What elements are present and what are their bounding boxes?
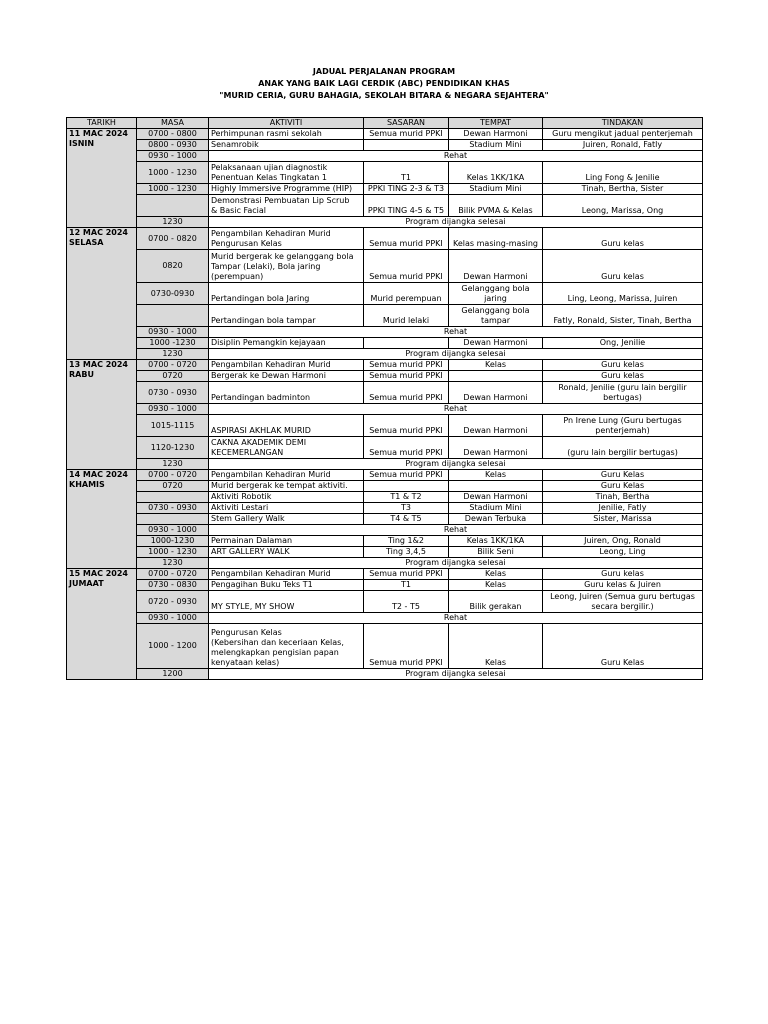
header-masa: MASA	[137, 118, 209, 129]
tempat-cell: Stadium Mini	[449, 140, 543, 151]
masa-cell: 0730 - 0930	[137, 382, 209, 404]
masa-cell: 1120-1230	[137, 437, 209, 459]
tempat-cell: Stadium Mini	[449, 184, 543, 195]
header-tempat: TEMPAT	[449, 118, 543, 129]
header-tindakan: TINDAKAN	[543, 118, 703, 129]
tindakan-cell: Leong, Marissa, Ong	[543, 195, 703, 217]
tindakan-cell: Guru Kelas	[543, 481, 703, 492]
tempat-cell: Kelas 1KK/1KA	[449, 536, 543, 547]
masa-cell: 1200	[137, 669, 209, 680]
tindakan-cell: Guru kelas	[543, 360, 703, 371]
masa-cell: 0720 - 0930	[137, 591, 209, 613]
document-subtitle: ANAK YANG BAIK LAGI CERDIK (ABC) PENDIDIKAN KHAS	[258, 79, 510, 88]
sasaran-cell: Murid perempuan	[364, 283, 449, 305]
masa-cell: 1000 - 1200	[137, 624, 209, 669]
span-cell: Program dijangka selesai	[209, 558, 703, 569]
aktiviti-cell: Pertandingan bola Jaring	[209, 283, 364, 305]
masa-cell: 0720	[137, 371, 209, 382]
schedule-row	[67, 217, 703, 228]
day-date: 11 MAC 2024	[69, 129, 128, 138]
tindakan-cell: Pn Irene Lung (Guru bertugas penterjemah)	[543, 415, 703, 437]
sasaran-cell: Semua murid PPKI	[364, 360, 449, 371]
schedule-row	[67, 580, 703, 591]
aktiviti-cell: Murid bergerak ke gelanggang bola Tampar (Lelaki), Bola jaring (perempuan)	[209, 250, 364, 283]
day-name: ISNIN	[69, 139, 95, 148]
span-cell: Rehat	[209, 151, 703, 162]
masa-cell: 0700 - 0800	[137, 129, 209, 140]
masa-cell: 1000 - 1230	[137, 184, 209, 195]
day-cell	[67, 129, 137, 228]
sasaran-cell	[364, 338, 449, 349]
sasaran-cell: T4 & T5	[364, 514, 449, 525]
schedule-row	[67, 349, 703, 360]
tindakan-cell: Guru kelas & Juiren	[543, 580, 703, 591]
masa-cell: 0730 - 0930	[137, 503, 209, 514]
masa-cell: 0730-0930	[137, 283, 209, 305]
tempat-cell: Kelas masing-masing	[449, 228, 543, 250]
sasaran-cell: Semua murid PPKI	[364, 569, 449, 580]
masa-cell: 1000 - 1230	[137, 162, 209, 184]
sasaran-cell: T1	[364, 580, 449, 591]
aktiviti-cell: Pelaksanaan ujian diagnostik Penentuan Kelas Tingkatan 1	[209, 162, 364, 184]
header-tarikh: TARIKH	[67, 118, 137, 129]
schedule-row	[67, 162, 703, 184]
masa-cell	[137, 492, 209, 503]
day-date: 12 MAC 2024	[69, 228, 128, 237]
aktiviti-cell: Highly Immersive Programme (HIP)	[209, 184, 364, 195]
masa-cell: 1230	[137, 459, 209, 470]
schedule-row	[67, 415, 703, 437]
tindakan-cell: Ong, Jenilie	[543, 338, 703, 349]
schedule-row	[67, 195, 703, 217]
span-cell: Rehat	[209, 327, 703, 338]
schedule-row	[67, 228, 703, 250]
schedule-row	[67, 250, 703, 283]
sasaran-cell: Semua murid PPKI	[364, 250, 449, 283]
masa-cell: 1230	[137, 558, 209, 569]
schedule-row	[67, 613, 703, 624]
tindakan-cell: Guru Kelas	[543, 624, 703, 669]
masa-cell: 1230	[137, 217, 209, 228]
span-cell: Rehat	[209, 525, 703, 536]
aktiviti-cell: Bergerak ke Dewan Harmoni	[209, 371, 364, 382]
tempat-cell: Bilik PVMA & Kelas	[449, 195, 543, 217]
aktiviti-cell: Pengambilan Kehadiran Murid	[209, 569, 364, 580]
tindakan-cell: Ling Fong & Jenilie	[543, 162, 703, 184]
aktiviti-cell: Pengurusan Kelas (Kebersihan dan keceriaan Kelas, melengkapkan pengisian papan kenyataan kelas)	[209, 624, 364, 669]
tempat-cell	[449, 481, 543, 492]
tindakan-cell: Guru mengikut jadual penterjemah	[543, 129, 703, 140]
sasaran-cell: Semua murid PPKI	[364, 470, 449, 481]
tindakan-cell: Ronald, Jenilie (guru lain bergilir bertugas)	[543, 382, 703, 404]
tempat-cell	[449, 371, 543, 382]
schedule-row	[67, 514, 703, 525]
tindakan-cell: Guru Kelas	[543, 470, 703, 481]
document-motto: "MURID CERIA, GURU BAHAGIA, SEKOLAH BITARA & NEGARA SEJAHTERA"	[219, 91, 549, 100]
day-date: 14 MAC 2024	[69, 470, 128, 479]
masa-cell: 1230	[137, 349, 209, 360]
table-header-row	[67, 118, 703, 129]
schedule-row	[67, 283, 703, 305]
tempat-cell: Kelas	[449, 360, 543, 371]
tempat-cell: Kelas	[449, 580, 543, 591]
schedule-row	[67, 360, 703, 371]
document-title: JADUAL PERJALANAN PROGRAM	[312, 67, 456, 76]
masa-cell: 0930 - 1000	[137, 327, 209, 338]
masa-cell: 0930 - 1000	[137, 613, 209, 624]
masa-cell	[137, 305, 209, 327]
aktiviti-cell: CAKNA AKADEMIK DEMI KECEMERLANGAN	[209, 437, 364, 459]
tempat-cell: Dewan Harmoni	[449, 250, 543, 283]
schedule-row	[67, 151, 703, 162]
aktiviti-cell: Pengambilan Kehadiran Murid	[209, 360, 364, 371]
masa-cell	[137, 195, 209, 217]
tempat-cell: Dewan Harmoni	[449, 415, 543, 437]
masa-cell: 1000 - 1230	[137, 547, 209, 558]
sasaran-cell: Semua murid PPKI	[364, 624, 449, 669]
masa-cell: 0700 - 0820	[137, 228, 209, 250]
tempat-cell: Dewan Terbuka	[449, 514, 543, 525]
span-cell: Program dijangka selesai	[209, 459, 703, 470]
sasaran-cell: T3	[364, 503, 449, 514]
masa-cell: 0930 - 1000	[137, 404, 209, 415]
aktiviti-cell: Pengambilan Kehadiran Murid	[209, 470, 364, 481]
masa-cell: 0930 - 1000	[137, 525, 209, 536]
masa-cell: 0720	[137, 481, 209, 492]
masa-cell: 1000 -1230	[137, 338, 209, 349]
aktiviti-cell: Pengagihan Buku Teks T1	[209, 580, 364, 591]
sasaran-cell	[364, 140, 449, 151]
day-name: RABU	[69, 370, 94, 379]
aktiviti-cell: Disiplin Pemangkin kejayaan	[209, 338, 364, 349]
tempat-cell: Bilik gerakan	[449, 591, 543, 613]
schedule-row	[67, 624, 703, 669]
schedule-row	[67, 503, 703, 514]
sasaran-cell: PPKI TING 4-5 & T5	[364, 195, 449, 217]
tempat-cell: Kelas	[449, 470, 543, 481]
span-cell: Program dijangka selesai	[209, 217, 703, 228]
schedule-row	[67, 470, 703, 481]
schedule-row	[67, 459, 703, 470]
schedule-row	[67, 492, 703, 503]
schedule-row	[67, 140, 703, 151]
tempat-cell: Gelanggang bola jaring	[449, 283, 543, 305]
schedule-row	[67, 669, 703, 680]
masa-cell	[137, 514, 209, 525]
aktiviti-cell: Perhimpunan rasmi sekolah	[209, 129, 364, 140]
tindakan-cell: Guru kelas	[543, 569, 703, 580]
tempat-cell: Dewan Harmoni	[449, 492, 543, 503]
sasaran-cell: Murid lelaki	[364, 305, 449, 327]
schedule-row	[67, 558, 703, 569]
tempat-cell: Dewan Harmoni	[449, 437, 543, 459]
schedule-row	[67, 437, 703, 459]
tindakan-cell: Leong, Ling	[543, 547, 703, 558]
aktiviti-cell: Pertandingan badminton	[209, 382, 364, 404]
masa-cell: 1015-1115	[137, 415, 209, 437]
schedule-body	[67, 129, 703, 680]
schedule-row	[67, 129, 703, 140]
span-cell: Rehat	[209, 613, 703, 624]
day-cell	[67, 360, 137, 470]
masa-cell: 1000-1230	[137, 536, 209, 547]
span-cell: Rehat	[209, 404, 703, 415]
schedule-row	[67, 305, 703, 327]
tindakan-cell: Fatly, Ronald, Sister, Tinah, Bertha	[543, 305, 703, 327]
sasaran-cell: PPKI TING 2-3 & T3	[364, 184, 449, 195]
masa-cell: 0700 - 0720	[137, 569, 209, 580]
tempat-cell: Kelas	[449, 569, 543, 580]
schedule-row	[67, 338, 703, 349]
sasaran-cell: T1	[364, 162, 449, 184]
aktiviti-cell: Pengambilan Kehadiran Murid Pengurusan Kelas	[209, 228, 364, 250]
masa-cell: 0930 - 1000	[137, 151, 209, 162]
schedule-row	[67, 382, 703, 404]
aktiviti-cell: Pertandingan bola tampar	[209, 305, 364, 327]
sasaran-cell	[364, 481, 449, 492]
schedule-row	[67, 327, 703, 338]
masa-cell: 0700 - 0720	[137, 360, 209, 371]
tempat-cell: Stadium Mini	[449, 503, 543, 514]
schedule-row	[67, 536, 703, 547]
sasaran-cell: Semua murid PPKI	[364, 129, 449, 140]
schedule-row	[67, 481, 703, 492]
schedule-row	[67, 184, 703, 195]
day-cell	[67, 470, 137, 569]
aktiviti-cell: ART GALLERY WALK	[209, 547, 364, 558]
aktiviti-cell: MY STYLE, MY SHOW	[209, 591, 364, 613]
sasaran-cell: Ting 3,4,5	[364, 547, 449, 558]
tindakan-cell: Sister, Marissa	[543, 514, 703, 525]
sasaran-cell: Semua murid PPKI	[364, 382, 449, 404]
aktiviti-cell: Aktiviti Lestari	[209, 503, 364, 514]
sasaran-cell: Semua murid PPKI	[364, 437, 449, 459]
sasaran-cell: Semua murid PPKI	[364, 371, 449, 382]
masa-cell: 0700 - 0720	[137, 470, 209, 481]
span-cell: Program dijangka selesai	[209, 349, 703, 360]
day-date: 15 MAC 2024	[69, 569, 128, 578]
sasaran-cell: Semua murid PPKI	[364, 415, 449, 437]
schedule-row	[67, 404, 703, 415]
document-header	[0, 66, 768, 102]
tempat-cell: Dewan Harmoni	[449, 338, 543, 349]
tindakan-cell: Juiren, Ong, Ronald	[543, 536, 703, 547]
tindakan-cell: (guru lain bergilir bertugas)	[543, 437, 703, 459]
masa-cell: 0730 - 0830	[137, 580, 209, 591]
tempat-cell: Gelanggang bola tampar	[449, 305, 543, 327]
tindakan-cell: Guru kelas	[543, 250, 703, 283]
tindakan-cell: Ling, Leong, Marissa, Juiren	[543, 283, 703, 305]
tempat-cell: Kelas	[449, 624, 543, 669]
aktiviti-cell: Murid bergerak ke tempat aktiviti.	[209, 481, 364, 492]
masa-cell: 0800 - 0930	[137, 140, 209, 151]
day-name: SELASA	[69, 238, 104, 247]
sasaran-cell: Ting 1&2	[364, 536, 449, 547]
tempat-cell: Dewan Harmoni	[449, 382, 543, 404]
span-cell: Program dijangka selesai	[209, 669, 703, 680]
tindakan-cell: Leong, Juiren (Semua guru bertugas secara bergilir.)	[543, 591, 703, 613]
tindakan-cell: Guru kelas	[543, 228, 703, 250]
tindakan-cell: Jenilie, Fatly	[543, 503, 703, 514]
tempat-cell: Kelas 1KK/1KA	[449, 162, 543, 184]
aktiviti-cell: Demonstrasi Pembuatan Lip Scrub & Basic Facial	[209, 195, 364, 217]
tindakan-cell: Guru kelas	[543, 371, 703, 382]
tempat-cell: Dewan Harmoni	[449, 129, 543, 140]
sasaran-cell: Semua murid PPKI	[364, 228, 449, 250]
schedule-row	[67, 371, 703, 382]
day-name: JUMAAT	[69, 579, 104, 588]
day-cell	[67, 228, 137, 360]
aktiviti-cell: Permainan Dalaman	[209, 536, 364, 547]
aktiviti-cell: Aktiviti Robotik	[209, 492, 364, 503]
tindakan-cell: Tinah, Bertha	[543, 492, 703, 503]
schedule-row	[67, 569, 703, 580]
tempat-cell: Bilik Seni	[449, 547, 543, 558]
schedule-table	[66, 117, 703, 680]
sasaran-cell: T2 - T5	[364, 591, 449, 613]
aktiviti-cell: Stem Gallery Walk	[209, 514, 364, 525]
header-aktiviti: AKTIVITI	[209, 118, 364, 129]
aktiviti-cell: ASPIRASI AKHLAK MURID	[209, 415, 364, 437]
header-sasaran: SASARAN	[364, 118, 449, 129]
schedule-row	[67, 525, 703, 536]
day-name: KHAMIS	[69, 480, 105, 489]
masa-cell: 0820	[137, 250, 209, 283]
sasaran-cell: T1 & T2	[364, 492, 449, 503]
day-date: 13 MAC 2024	[69, 360, 128, 369]
schedule-row	[67, 547, 703, 558]
day-cell	[67, 569, 137, 680]
tindakan-cell: Juiren, Ronald, Fatly	[543, 140, 703, 151]
tindakan-cell: Tinah, Bertha, Sister	[543, 184, 703, 195]
aktiviti-cell: Senamrobik	[209, 140, 364, 151]
schedule-row	[67, 591, 703, 613]
